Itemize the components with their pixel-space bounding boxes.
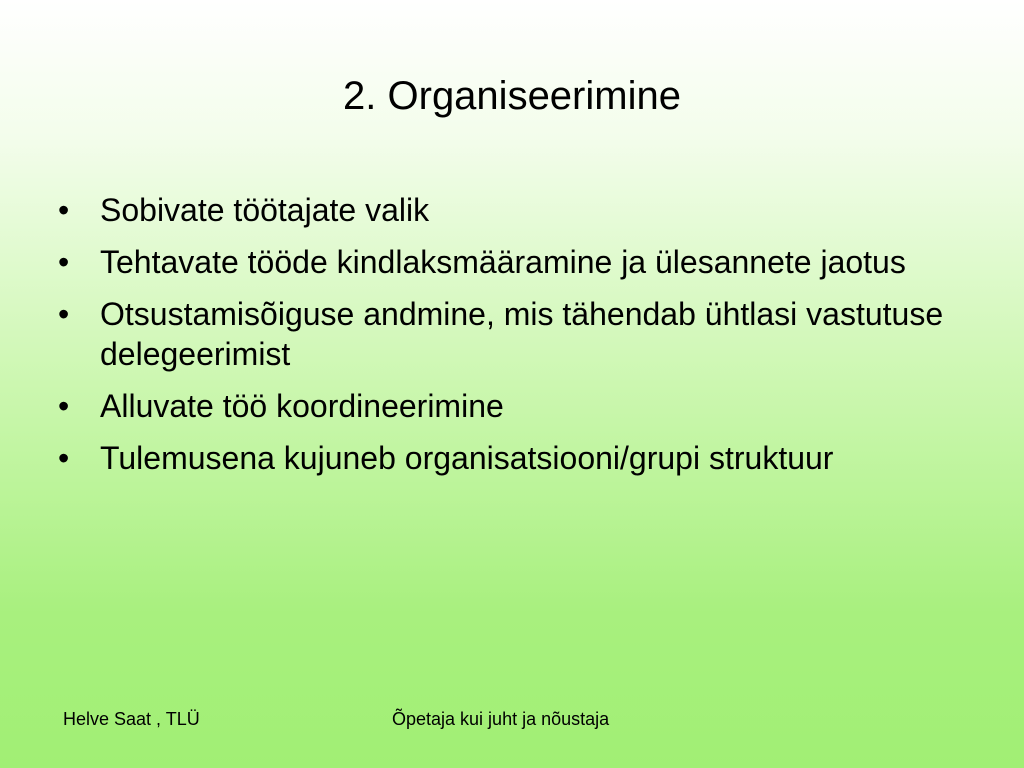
bullet-mark: • [58, 388, 70, 424]
bullet-list [58, 190, 958, 490]
bullet-mark: • [58, 296, 70, 332]
bullet-item [58, 242, 958, 282]
footer-presentation-title: Õpetaja kui juht ja nõustaja [392, 709, 610, 729]
bullet-text: Alluvate töö koordineerimine [100, 388, 504, 424]
bullet-mark: • [58, 244, 70, 280]
bullet-text: Otsustamisõiguse andmine, mis tähendab ühtlasi vastutuse delegeerimist [100, 296, 944, 372]
bullet-mark: • [58, 440, 70, 476]
bullet-text: Tehtavate tööde kindlaksmääramine ja ülesannete jaotus [100, 244, 906, 280]
bullet-item [58, 386, 958, 426]
footer-author: Helve Saat , TLÜ [63, 709, 200, 729]
slide-title: 2. Organiseerimine [343, 74, 681, 118]
bullet-item [58, 190, 958, 230]
bullet-item [58, 438, 958, 478]
bullet-item [58, 294, 958, 374]
bullet-mark: • [58, 192, 70, 228]
bullet-text: Sobivate töötajate valik [100, 192, 430, 228]
bullet-text: Tulemusena kujuneb organisatsiooni/grupi struktuur [100, 440, 834, 476]
